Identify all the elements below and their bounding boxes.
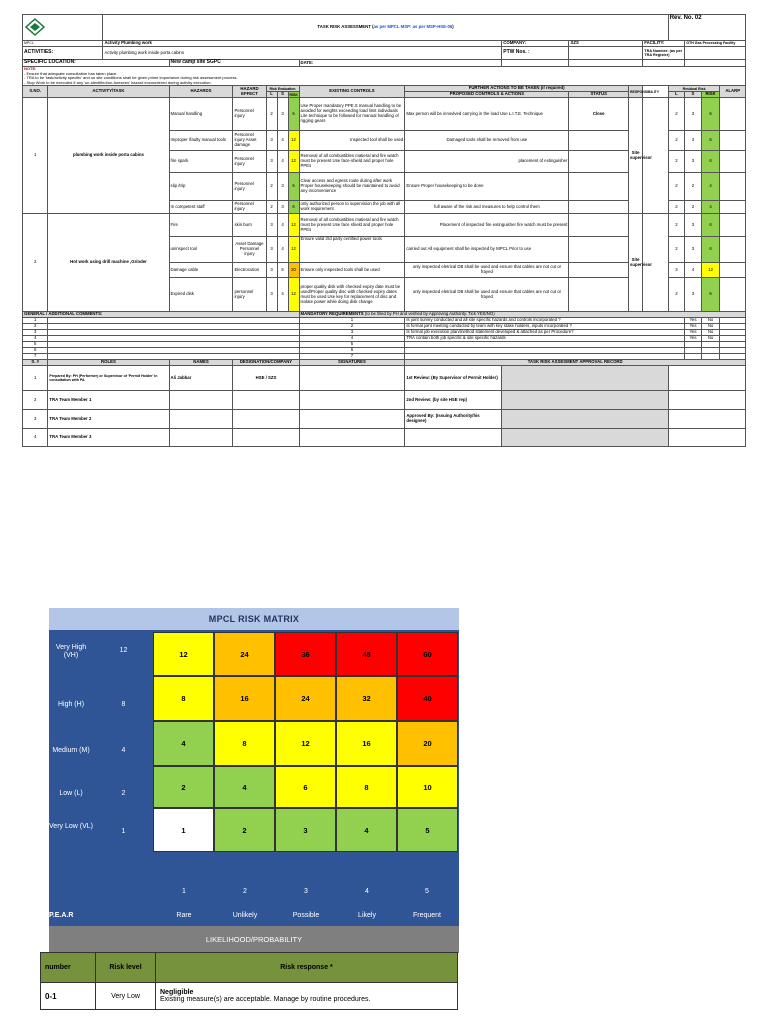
- residual-risk: 4: [701, 173, 720, 201]
- comment-row: 2 2 Is formal joint meeting conducted by team with key stake holders, inputs incorporated ? Yes No: [23, 324, 746, 330]
- residual-s: 4: [685, 263, 702, 278]
- signoff-role: TRA Team Member 2: [48, 410, 169, 429]
- severity-label: Very High (VH): [55, 644, 87, 660]
- hazard-effect: Asset Damage Personnel injury: [233, 237, 266, 263]
- review-signature[interactable]: [502, 410, 668, 429]
- likelihood-axis: [49, 874, 459, 926]
- approval-record-header: TASK RISK ASSESMENT APPROVAL RECORD: [405, 360, 746, 366]
- likelihood-footer: LIKELIHOOD/PROBABILITY: [49, 926, 459, 953]
- matrix-cell: 36: [275, 632, 336, 676]
- likelihood: 3: [266, 151, 277, 173]
- existing-controls: Removal of all combustibles matieral and fire watch must be present Use face shield and proper hole PPEs: [299, 214, 405, 237]
- col-hazards: HAZARDS: [169, 86, 233, 98]
- likelihood: 3: [266, 214, 277, 237]
- matrix-cell: 8: [214, 721, 275, 766]
- matrix-cell: 24: [275, 676, 336, 721]
- residual-l: 2: [668, 214, 685, 237]
- proposed-controls: only inspected eletrical DB shall be used and ensure that cables are not cut or frayed: [405, 278, 569, 312]
- activity-sno: 2: [23, 214, 48, 312]
- hazard: Fire: [169, 214, 233, 237]
- review-signature[interactable]: [502, 429, 668, 447]
- col-alarp: ALARP: [720, 86, 746, 98]
- signoff-sno-header: S. #: [23, 360, 48, 366]
- hazard-effect: Electrocution: [233, 263, 266, 278]
- likelihood-value: 3: [304, 888, 308, 895]
- col-risk: RISK: [289, 92, 298, 97]
- residual-l: 3: [668, 263, 685, 278]
- severity: 4: [277, 278, 288, 312]
- hazard: Manual handling: [169, 98, 233, 131]
- yes-option[interactable]: Yes: [685, 318, 702, 324]
- logo-text: MPCL: [23, 41, 103, 47]
- hazard: fire spark: [169, 151, 233, 173]
- likelihood-label: Possible: [292, 912, 320, 919]
- severity-label: Medium (M): [52, 747, 90, 754]
- matrix-cell: 2: [214, 808, 275, 852]
- residual-s: 2: [685, 173, 702, 201]
- mandatory-item: Is joint survey conducted and all site specific hazards and controls incorporated ?: [405, 318, 685, 324]
- table-row: [41, 983, 458, 1010]
- matrix-cell: 4: [336, 808, 397, 852]
- hazard: Expired disk: [169, 278, 233, 312]
- col-rr: RISK: [701, 92, 720, 98]
- existing-controls: proper quality disk with checked expiry date must be used/Proper quality disc with checked expiry dates must be used Use key for replacement of disc and isolate power while doing disk change: [299, 278, 405, 312]
- likelihood: 3: [266, 237, 277, 263]
- comment-row: 7 7: [23, 354, 746, 360]
- severity: 4: [277, 237, 288, 263]
- no-option[interactable]: No: [701, 324, 720, 330]
- comment-row: 4 4 TRA contain both job specific & site specific hazards Yes No: [23, 336, 746, 342]
- matrix-cell: 16: [214, 676, 275, 721]
- col-controls: EXISTING CONTROLS: [299, 86, 405, 98]
- residual-l: 2: [668, 278, 685, 312]
- response-desc: Existing measure(s) are acceptable. Manage by routine procedures.: [160, 996, 371, 1003]
- col-rs: S: [685, 92, 702, 98]
- no-option[interactable]: No: [701, 318, 720, 324]
- residual-risk: 6: [701, 237, 720, 263]
- severity-value: 12: [119, 647, 128, 654]
- matrix-cell: 40: [397, 676, 458, 721]
- responsibility: Site supervisor: [628, 98, 642, 214]
- response-number: 0-1: [41, 983, 96, 1010]
- severity: 4: [277, 151, 288, 173]
- severity-value: 2: [121, 790, 126, 797]
- mandatory-title: MANDATORY REQUIREMENTS (to be filled by PH and verified by Approving Authority. Tick YES/NO): [299, 312, 745, 318]
- activity-label: Activity Plumbing work: [103, 41, 502, 47]
- matrix-cell: 12: [153, 632, 214, 676]
- facility-label: FACILITY:: [643, 41, 685, 47]
- hazard-effect: Personnel injury: [233, 201, 266, 214]
- col-s: S: [277, 92, 288, 98]
- activities-label: ACTIVITIES:: [23, 47, 103, 60]
- risk-matrix-title: MPCL RISK MATRIX: [49, 608, 459, 630]
- location-value: New camp site SGPC: [169, 60, 299, 67]
- signoff-role: TRA Team Member 1: [48, 391, 169, 410]
- signoff-row: 4 TRA Team Member 3: [23, 429, 746, 447]
- signoff-designation: HSE / SZS: [233, 366, 299, 391]
- risk-score: 12: [288, 237, 299, 263]
- responsibility: Site supervisor: [628, 214, 642, 312]
- mpcl-logo-icon: [24, 18, 46, 36]
- likelihood-value: 1: [182, 888, 186, 895]
- table-row: [23, 98, 746, 131]
- risk-score: 12: [288, 214, 299, 237]
- matrix-cell: 20: [397, 721, 458, 766]
- residual-s: 3: [685, 237, 702, 263]
- risk-score: 6: [288, 201, 299, 214]
- proposed-controls: Max person will be innovlved carrying in the load Use L.I.T.E. Technique: [405, 98, 569, 131]
- matrix-cell: 8: [153, 676, 214, 721]
- col-further: FURTHER ACTIONS TO BE TAKEN (if required): [405, 86, 629, 92]
- company-label: COMPANY:: [502, 41, 569, 47]
- risk-score: 12: [288, 131, 299, 151]
- matrix-cell: 4: [153, 721, 214, 766]
- logo-cell: [23, 15, 103, 41]
- likelihood-label: Rare: [176, 912, 192, 919]
- proposed-controls: Damaged tools shall be removed from use: [405, 131, 569, 151]
- proposed-controls: placement of extinguisher: [405, 151, 569, 173]
- review-label: 2nd Review: (by site HSE rep): [405, 391, 502, 410]
- severity: 4: [277, 214, 288, 237]
- matrix-cell: 3: [275, 808, 336, 852]
- likelihood-value: 2: [243, 888, 247, 895]
- tra-table: [22, 14, 746, 447]
- severity: 4: [277, 131, 288, 151]
- table-row: [23, 214, 746, 237]
- col-rl: L: [668, 92, 685, 98]
- response-header: Risk response *: [156, 953, 458, 983]
- activity-task: Hot work using drill machine ,Grinder: [48, 214, 169, 312]
- signoff-roles-header: ROLES: [48, 360, 169, 366]
- likelihood: 2: [266, 173, 277, 201]
- proposed-controls: Placement of inspected fire extinguisher fire watch must be present: [405, 214, 569, 237]
- matrix-cell: 60: [397, 632, 458, 676]
- matrix-cell: 24: [214, 632, 275, 676]
- col-proposed: PROPOSED CONTROLS & ACTIONS: [405, 92, 569, 98]
- existing-controls: Ensure only inspected tools shall be used: [299, 263, 405, 278]
- residual-s: 3: [685, 98, 702, 131]
- hazard-effect: Personnel injury: [233, 151, 266, 173]
- comment-row: 6 6: [23, 348, 746, 354]
- review-signature[interactable]: [502, 391, 668, 410]
- likelihood-label: Frequent: [412, 912, 442, 919]
- likelihood-value: 5: [425, 888, 429, 895]
- signoff-signatures-header: SIGNATURES: [299, 360, 405, 366]
- signoff-name: Ali Jabbar: [169, 366, 233, 391]
- comment-row: 5 5: [23, 342, 746, 348]
- tra-sheet: [22, 14, 746, 478]
- risk-score: 12: [288, 151, 299, 173]
- residual-l: 2: [668, 151, 685, 173]
- status: Close: [569, 98, 628, 131]
- note-2: - TRA to be 'task/activity specific' and on site conditions shall be given prime importance during risk assessment process.: [24, 75, 238, 81]
- col-activity: ACTIVITY/TASK: [48, 86, 169, 98]
- residual-risk: 4: [701, 201, 720, 214]
- proposed-controls: carried out All equipment shall be inspected by MPCL Prior to use: [405, 237, 569, 263]
- residual-s: 3: [685, 278, 702, 312]
- severity-value: 4: [121, 747, 126, 754]
- yes-option[interactable]: Yes: [685, 336, 702, 342]
- mandatory-item: Is formal job execution plan/method statement developed & attached as per Procedure?: [405, 330, 685, 336]
- proposed-controls: only inspected eletrical DB shall be used and ensure that cables are not cut or frayed: [405, 263, 569, 278]
- tra-number-value[interactable]: [685, 47, 746, 60]
- tra-number-label: TRA Number: (as per TRA Register): [643, 47, 685, 60]
- response-level-header: Risk level: [96, 953, 156, 983]
- residual-l: 2: [668, 173, 685, 201]
- hazard-effect: Personnel injury Asset damage: [233, 131, 266, 151]
- hazard: In competent staff: [169, 201, 233, 214]
- col-residual: Residual Risk: [668, 86, 720, 92]
- likelihood: 3: [266, 131, 277, 151]
- existing-controls: Use Proper mandatory PPE.S manual handling to be avoided for weights exceeding load limit individuals Lite technique to be followed for manual handling of rigging gears: [299, 98, 405, 131]
- residual-risk: 6: [701, 131, 720, 151]
- likelihood-value: 4: [365, 888, 369, 895]
- severity-label: Very Low (VL): [49, 823, 93, 830]
- matrix-cell: 48: [336, 632, 397, 676]
- facility-value: GTH Gas Processing Facility: [685, 41, 746, 47]
- residual-risk: 6: [701, 98, 720, 131]
- risk-response-table: [40, 952, 458, 1010]
- col-responsibility: RESPONSIBILITY: [628, 86, 642, 98]
- review-label: Approved By: (Issuing Authority/his designee): [405, 410, 502, 429]
- date-label: DATE:: [299, 60, 502, 67]
- residual-risk: 6: [701, 278, 720, 312]
- signoff-row: 3 TRA Team Member 2 Approved By: (Issuing Authority/his designee): [23, 410, 746, 429]
- mandatory-item: Is formal joint meeting conducted by team with key stake holders, inputs incorporated ?: [405, 324, 685, 330]
- page-title: TASK RISK ASSESSMENT (as per MPCL MSP: as per MSP-HSE-06): [103, 15, 668, 41]
- severity-label: High (H): [57, 701, 85, 708]
- comment-row: 3 3 Is formal job execution plan/method statement developed & attached as per Procedure? Yes No: [23, 330, 746, 336]
- response-title: Negligible: [160, 989, 194, 996]
- col-effect: HAZARD EFFECT: [233, 86, 266, 98]
- col-l: L: [266, 92, 277, 98]
- notes-block: [23, 67, 746, 86]
- residual-risk: 6: [701, 151, 720, 173]
- likelihood: 3: [266, 278, 277, 312]
- matrix-cell: 1: [153, 808, 214, 852]
- risk-score: 6: [288, 173, 299, 201]
- ptw-value[interactable]: [569, 47, 643, 60]
- existing-controls: Removal of all combustibles matieral and fire watch must be present Use face-shield and proper hole PPEs: [299, 151, 405, 173]
- severity: 3: [277, 98, 288, 131]
- residual-s: 3: [685, 214, 702, 237]
- hazard: Improper /faulty manual tools: [169, 131, 233, 151]
- review-signature[interactable]: [502, 366, 668, 391]
- note-1: - Ensure that adequate consultation has taken place.: [24, 70, 118, 76]
- hazard-effect: skin burn: [233, 214, 266, 237]
- residual-l: 2: [668, 201, 685, 214]
- matrix-cell: 5: [397, 808, 458, 852]
- matrix-cell: 6: [275, 766, 336, 808]
- col-sno: S.NO.: [23, 86, 48, 98]
- severity-value: 8: [121, 701, 126, 708]
- severity-label: Low (L): [59, 790, 83, 797]
- risk-matrix: [49, 608, 459, 953]
- response-level: Very Low: [96, 983, 156, 1010]
- hazard: Damage cable: [169, 263, 233, 278]
- residual-risk: 12: [701, 263, 720, 278]
- proposed-controls: full aware of the risk and measures to help control them: [405, 201, 569, 214]
- activity-sno: 1: [23, 98, 48, 214]
- activity-task: plumbing work inside porta cabins: [48, 98, 169, 214]
- matrix-cell: 16: [336, 721, 397, 766]
- risk-score: 12: [288, 278, 299, 312]
- severity: 3: [277, 201, 288, 214]
- hazard-effect: Personnel injury: [233, 98, 266, 131]
- response-number-header: number: [41, 953, 96, 983]
- location-label: SPECIFIC LOCATION:: [23, 60, 170, 67]
- comment-row: 1 1 Is joint survey conducted and all site specific hazards and controls incorporated ? Yes No: [23, 318, 746, 324]
- residual-s: 3: [685, 151, 702, 173]
- risk-matrix-grid: [49, 630, 459, 874]
- likelihood: 2: [266, 98, 277, 131]
- hazard-effect: Personnel injury: [233, 173, 266, 201]
- response-text: [156, 983, 458, 1010]
- residual-l: 2: [668, 98, 685, 131]
- residual-s: 2: [685, 201, 702, 214]
- no-option[interactable]: No: [701, 330, 720, 336]
- pear-label: P.E.A.R: [49, 912, 74, 919]
- signature-field[interactable]: [299, 391, 405, 410]
- hazard: uninspect tool: [169, 237, 233, 263]
- hazard: slip /trip: [169, 173, 233, 201]
- matrix-cell: 8: [336, 766, 397, 808]
- likelihood: 3: [266, 263, 277, 278]
- col-risk-eval: Risk Evaluation: [266, 86, 299, 92]
- residual-l: 2: [668, 131, 685, 151]
- no-option[interactable]: No: [701, 336, 720, 342]
- risk-score: 20: [288, 263, 299, 278]
- matrix-cell: 10: [397, 766, 458, 808]
- col-status: STATUS: [569, 92, 628, 98]
- hazard-effect: personnel injury: [233, 278, 266, 312]
- mandatory-item: TRA contain both job specific & site specific hazards: [405, 336, 685, 342]
- existing-controls: Clear access and egress route during after work Proper housekeeping should be maintained to avoid any inconvenience: [299, 173, 405, 201]
- signoff-row: 1 Prepared By: PH (Performer) or Supervisor of 'Permit Holder' in consultation with PA Ali Jabbar HSE / SZS 1st Review: (By Supervisor of Permit Holder): [23, 366, 746, 391]
- note-3: - Stop Work to be executed if any 'un-identified/un-foreseen' hazard encountered during activity execution.: [24, 79, 212, 85]
- matrix-cell: 2: [153, 766, 214, 808]
- yes-option[interactable]: Yes: [685, 324, 702, 330]
- proposed-controls: Ensure Proper housekeeping to be done: [405, 173, 569, 201]
- residual-risk: 6: [701, 214, 720, 237]
- signoff-designation-header: DESIGNATION/COMPANY: [233, 360, 299, 366]
- signature-field[interactable]: [299, 410, 405, 429]
- general-comments-title: GENERAL / ADDITIONAL COMMENTS:: [23, 312, 300, 318]
- matrix-cell: 32: [336, 676, 397, 721]
- residual-l: 2: [668, 237, 685, 263]
- severity-value: 1: [121, 828, 126, 835]
- existing-controls: only authorized person to supervision the job with all work requirement: [299, 201, 405, 214]
- ptw-label: PTW Nos. :: [502, 47, 569, 60]
- matrix-cell: 12: [275, 721, 336, 766]
- severity: 5: [277, 263, 288, 278]
- signoff-row: 2 TRA Team Member 1 2nd Review: (by site HSE rep): [23, 391, 746, 410]
- signoff-names-header: NAMES: [169, 360, 233, 366]
- risk-score: 6: [288, 98, 299, 131]
- activities-value: Activity plumbing work inside porta cabins: [103, 47, 502, 60]
- matrix-cell: 4: [214, 766, 275, 808]
- notes-title: NOTE:: [24, 66, 37, 71]
- signature-field[interactable]: [299, 366, 405, 391]
- signoff-role: Prepared By: PH (Performer) or Supervisor of 'Permit Holder' in consultation with PA: [48, 366, 169, 391]
- yes-option[interactable]: Yes: [685, 330, 702, 336]
- likelihood-label: Likely: [358, 912, 376, 919]
- severity: 3: [277, 173, 288, 201]
- residual-s: 3: [685, 131, 702, 151]
- likelihood: 2: [266, 201, 277, 214]
- rev-number: Rev. No. 02: [668, 15, 745, 41]
- likelihood-label: Unlikely: [232, 912, 258, 919]
- signoff-role: TRA Team Member 3: [48, 429, 169, 447]
- existing-controls: Inspected tool shall be used: [299, 131, 405, 151]
- existing-controls: Ensure valid 3rd party certified power tools: [299, 237, 405, 263]
- company-value: SZS: [569, 41, 643, 47]
- date-value[interactable]: [502, 60, 569, 67]
- review-label: 1st Review: (By Supervisor of Permit Holder): [405, 366, 502, 391]
